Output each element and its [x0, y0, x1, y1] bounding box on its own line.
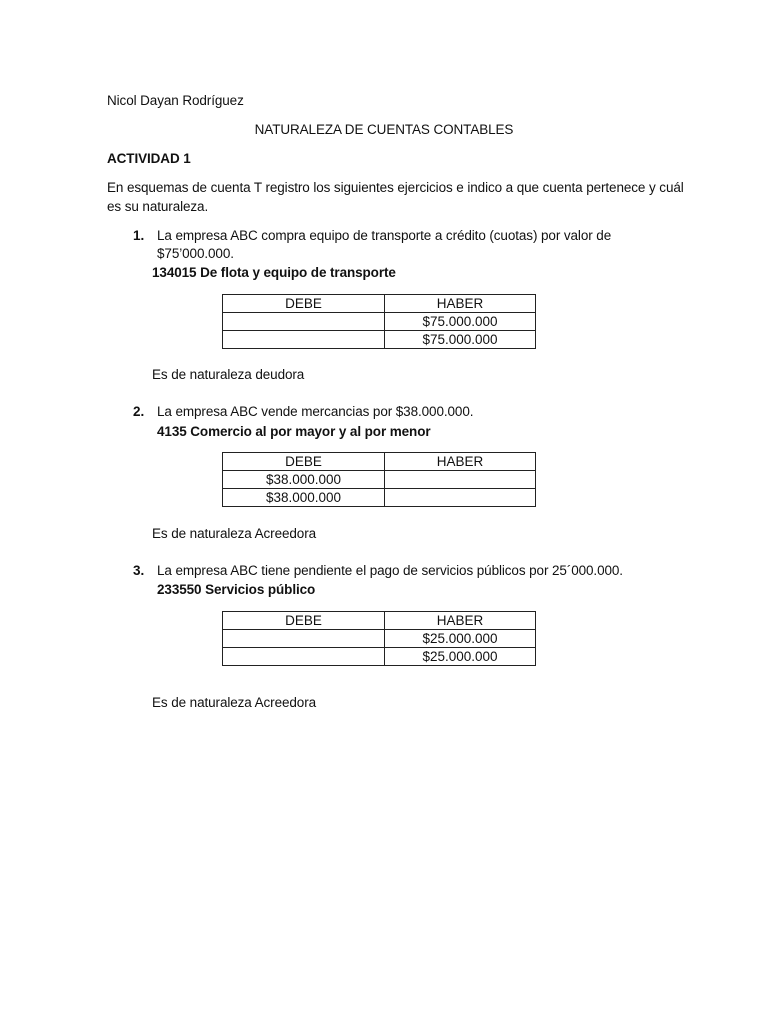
- debe-header: DEBE: [223, 453, 385, 471]
- exercise-3-number: 3.: [133, 563, 145, 578]
- exercise-3-statement-line-1: La empresa ABC tiene pendiente el pago de servicios públicos por 25´000.000.: [157, 563, 623, 578]
- intro-line-2: es su naturaleza.: [107, 199, 209, 214]
- exercise-2-t-account: [222, 452, 536, 507]
- haber-header: HABER: [385, 612, 536, 630]
- haber-header: HABER: [385, 453, 536, 471]
- debe-header: DEBE: [223, 612, 385, 630]
- haber-cell: $25.000.000: [385, 648, 536, 666]
- debe-cell: $38.000.000: [223, 489, 385, 507]
- haber-cell: $75.000.000: [385, 313, 536, 331]
- debe-cell: $38.000.000: [223, 471, 385, 489]
- debe-cell: [223, 313, 385, 331]
- exercise-1-statement-line-2: $75’000.000.: [157, 246, 234, 261]
- t-account-header-row: [223, 295, 536, 313]
- document-title: NATURALEZA DE CUENTAS CONTABLES: [254, 122, 514, 137]
- haber-cell: [385, 489, 536, 507]
- table-row: [223, 331, 536, 349]
- table-row: [223, 648, 536, 666]
- exercise-2-account: 4135 Comercio al por mayor y al por menor: [157, 424, 431, 439]
- t-account-header-row: [223, 453, 536, 471]
- exercise-3-nature: Es de naturaleza Acreedora: [152, 695, 317, 710]
- table-row: [223, 630, 536, 648]
- haber-cell: $75.000.000: [385, 331, 536, 349]
- haber-cell: $25.000.000: [385, 630, 536, 648]
- table-row: [223, 489, 536, 507]
- debe-cell: [223, 648, 385, 666]
- exercise-1-account: 134015 De flota y equipo de transporte: [152, 265, 396, 280]
- haber-header: HABER: [385, 295, 536, 313]
- table-row: [223, 313, 536, 331]
- haber-cell: [385, 471, 536, 489]
- exercise-2-nature: Es de naturaleza Acreedora: [152, 526, 317, 541]
- exercise-2-statement-line-1: La empresa ABC vende mercancias por $38.000.000.: [157, 404, 474, 419]
- exercise-1-nature: Es de naturaleza deudora: [152, 367, 305, 382]
- debe-cell: [223, 331, 385, 349]
- exercise-1-number: 1.: [133, 228, 145, 243]
- debe-header: DEBE: [223, 295, 385, 313]
- intro-line-1: En esquemas de cuenta T registro los siguientes ejercicios e indico a que cuenta pertenece y cuál: [107, 180, 684, 195]
- author-name: Nicol Dayan Rodríguez: [107, 93, 244, 108]
- exercise-3-t-account: [222, 611, 536, 666]
- exercise-1-statement-line-1: La empresa ABC compra equipo de transporte a crédito (cuotas) por valor de: [157, 228, 612, 243]
- exercise-1-t-account: [222, 294, 536, 349]
- exercise-2-number: 2.: [133, 404, 145, 419]
- activity-heading: ACTIVIDAD 1: [107, 151, 191, 166]
- t-account-header-row: [223, 612, 536, 630]
- table-row: [223, 471, 536, 489]
- exercise-3-account: 233550 Servicios público: [157, 582, 316, 597]
- debe-cell: [223, 630, 385, 648]
